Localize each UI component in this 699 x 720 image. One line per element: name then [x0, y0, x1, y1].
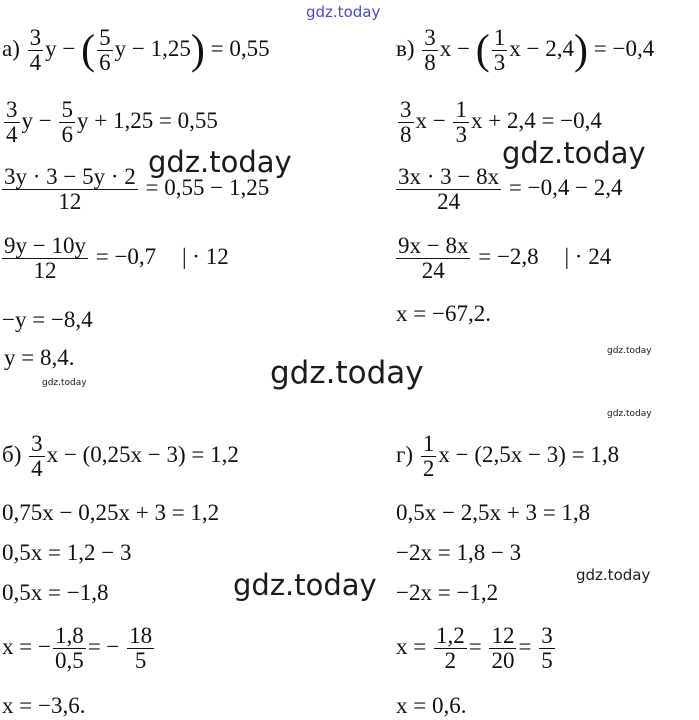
fraction — [396, 165, 501, 214]
numerator: 3 — [6, 97, 18, 122]
watermark: gdz.today — [270, 355, 424, 391]
fraction — [492, 26, 508, 75]
expr-text: y − — [21, 107, 52, 133]
multiplier-note: | · 24 — [564, 243, 612, 269]
fraction — [53, 624, 86, 673]
fraction — [29, 432, 45, 481]
expr-text: x − 2,4 — [509, 35, 574, 61]
fraction — [28, 26, 44, 75]
denominator: 5 — [134, 648, 147, 674]
watermark: gdz.today — [233, 568, 377, 602]
watermark: gdz.today — [607, 346, 652, 356]
solution-v-line-3 — [394, 165, 623, 214]
numerator: 1,2 — [435, 623, 465, 648]
part-label: а) — [2, 35, 20, 61]
solution-b-line-6: x = −3,6. — [2, 693, 86, 718]
solution-g-line-4: −2x = −1,2 — [396, 580, 499, 605]
solution-a-line-3 — [0, 165, 269, 214]
solution-a-line-6: y = 8,4. — [4, 345, 75, 370]
solution-a-line-2 — [2, 98, 218, 147]
denominator: 6 — [61, 122, 73, 148]
solution-a-line-4 — [0, 234, 229, 283]
denominator: 12 — [58, 189, 82, 215]
numerator: 5 — [61, 97, 73, 122]
numerator: 1,8 — [54, 623, 84, 648]
numerator: 9x − 8x — [398, 233, 469, 258]
denominator: 3 — [493, 50, 506, 76]
expr-rhs: = 0,55 − 1,25 — [145, 174, 270, 200]
denominator: 2 — [422, 456, 435, 482]
paren-close: ) — [574, 27, 588, 74]
fraction — [434, 624, 467, 673]
paren-close: ) — [190, 27, 205, 74]
numerator: 9y − 10y — [4, 233, 86, 258]
fraction — [127, 624, 154, 673]
solution-b-line-1 — [2, 432, 239, 481]
watermark: gdz.today — [42, 378, 87, 388]
expr-text: x − — [439, 35, 471, 61]
paren-open: ( — [81, 27, 96, 74]
paren-open: ( — [475, 27, 490, 74]
solution-a-line-1 — [2, 26, 270, 75]
denominator: 0,5 — [54, 648, 84, 674]
solution-g-line-5 — [396, 624, 557, 673]
expr-text: x = — [396, 633, 427, 659]
fraction — [97, 26, 113, 75]
numerator: 3 — [541, 623, 553, 648]
denominator: 4 — [31, 456, 43, 482]
solution-b-line-4: 0,5x = −1,8 — [2, 580, 109, 605]
solution-v-line-2 — [396, 98, 602, 147]
denominator: 6 — [99, 50, 111, 76]
solution-v-line-5: x = −67,2. — [396, 301, 491, 326]
watermark-top: gdz.today — [306, 3, 381, 21]
numerator: 5 — [99, 25, 111, 50]
expr-rhs: = −0,4 — [593, 35, 655, 61]
numerator: 1 — [493, 25, 506, 50]
numerator: 3 — [31, 431, 43, 456]
solution-g-line-1 — [396, 432, 619, 481]
watermark: gdz.today — [148, 145, 292, 179]
fraction — [59, 98, 75, 147]
solution-g-line-6: x = 0,6. — [396, 693, 467, 718]
expr-text: = — [518, 633, 532, 659]
expr-text: x − (2,5x − 3) = 1,8 — [438, 441, 620, 467]
fraction — [2, 165, 138, 214]
solution-a-line-5: −y = −8,4 — [2, 307, 93, 332]
expr-text: x = − — [2, 633, 51, 659]
watermark: gdz.today — [576, 566, 651, 584]
solution-v-line-4 — [394, 234, 611, 283]
solution-g-line-3: −2x = 1,8 − 3 — [396, 540, 522, 565]
expr-rhs: = −0,7 — [95, 243, 157, 269]
expr-rhs: = 0,55 — [210, 35, 270, 61]
part-label: в) — [396, 35, 415, 61]
fraction — [489, 624, 516, 673]
denominator: 3 — [455, 122, 467, 148]
numerator: 3 — [424, 25, 436, 50]
numerator: 3 — [29, 25, 42, 50]
part-label: б) — [2, 441, 22, 467]
numerator: 12 — [491, 623, 515, 648]
denominator: 24 — [437, 189, 461, 215]
expr-text: x − (0,25x − 3) = 1,2 — [46, 441, 239, 467]
solution-b-line-2: 0,75x − 0,25x + 3 = 1,2 — [2, 500, 220, 525]
numerator: 3y · 3 − 5y · 2 — [4, 164, 136, 189]
expr-text: x + 2,4 = −0,4 — [470, 107, 602, 133]
solution-b-line-5 — [2, 624, 156, 673]
expr-text: y + 1,25 = 0,55 — [76, 107, 218, 133]
expr-text: x − — [415, 107, 446, 133]
expr-rhs: = −2,8 — [478, 243, 539, 269]
numerator: 1 — [455, 97, 467, 122]
denominator: 8 — [424, 50, 436, 76]
fraction — [422, 26, 438, 75]
watermark: gdz.today — [607, 409, 652, 419]
denominator: 4 — [29, 50, 42, 76]
watermark: gdz.today — [502, 136, 646, 170]
fraction — [539, 624, 555, 673]
denominator: 2 — [444, 648, 457, 674]
solution-g-line-2: 0,5x − 2,5x + 3 = 1,8 — [396, 500, 591, 525]
fraction — [398, 98, 414, 147]
denominator: 5 — [541, 648, 553, 674]
numerator: 1 — [422, 431, 435, 456]
expr-text: y − 1,25 — [114, 35, 191, 61]
fraction — [2, 234, 88, 283]
part-label: г) — [396, 441, 414, 467]
fraction — [4, 98, 20, 147]
denominator: 4 — [6, 122, 18, 148]
solution-v-line-1 — [396, 26, 654, 75]
multiplier-note: | · 12 — [181, 243, 229, 269]
denominator: 8 — [400, 122, 412, 148]
denominator: 24 — [421, 258, 445, 284]
expr-text: y − — [45, 35, 76, 61]
fraction — [453, 98, 469, 147]
expr-rhs: = −0,4 − 2,4 — [508, 174, 623, 200]
numerator: 18 — [129, 623, 153, 648]
expr-text: = — [468, 633, 482, 659]
numerator: 3x · 3 − 8x — [398, 164, 500, 189]
solution-b-line-3: 0,5x = 1,2 − 3 — [2, 540, 132, 565]
fraction — [421, 432, 437, 481]
expr-text: = − — [87, 633, 120, 659]
fraction — [396, 234, 470, 283]
denominator: 20 — [491, 648, 515, 674]
numerator: 3 — [400, 97, 412, 122]
denominator: 12 — [33, 258, 57, 284]
